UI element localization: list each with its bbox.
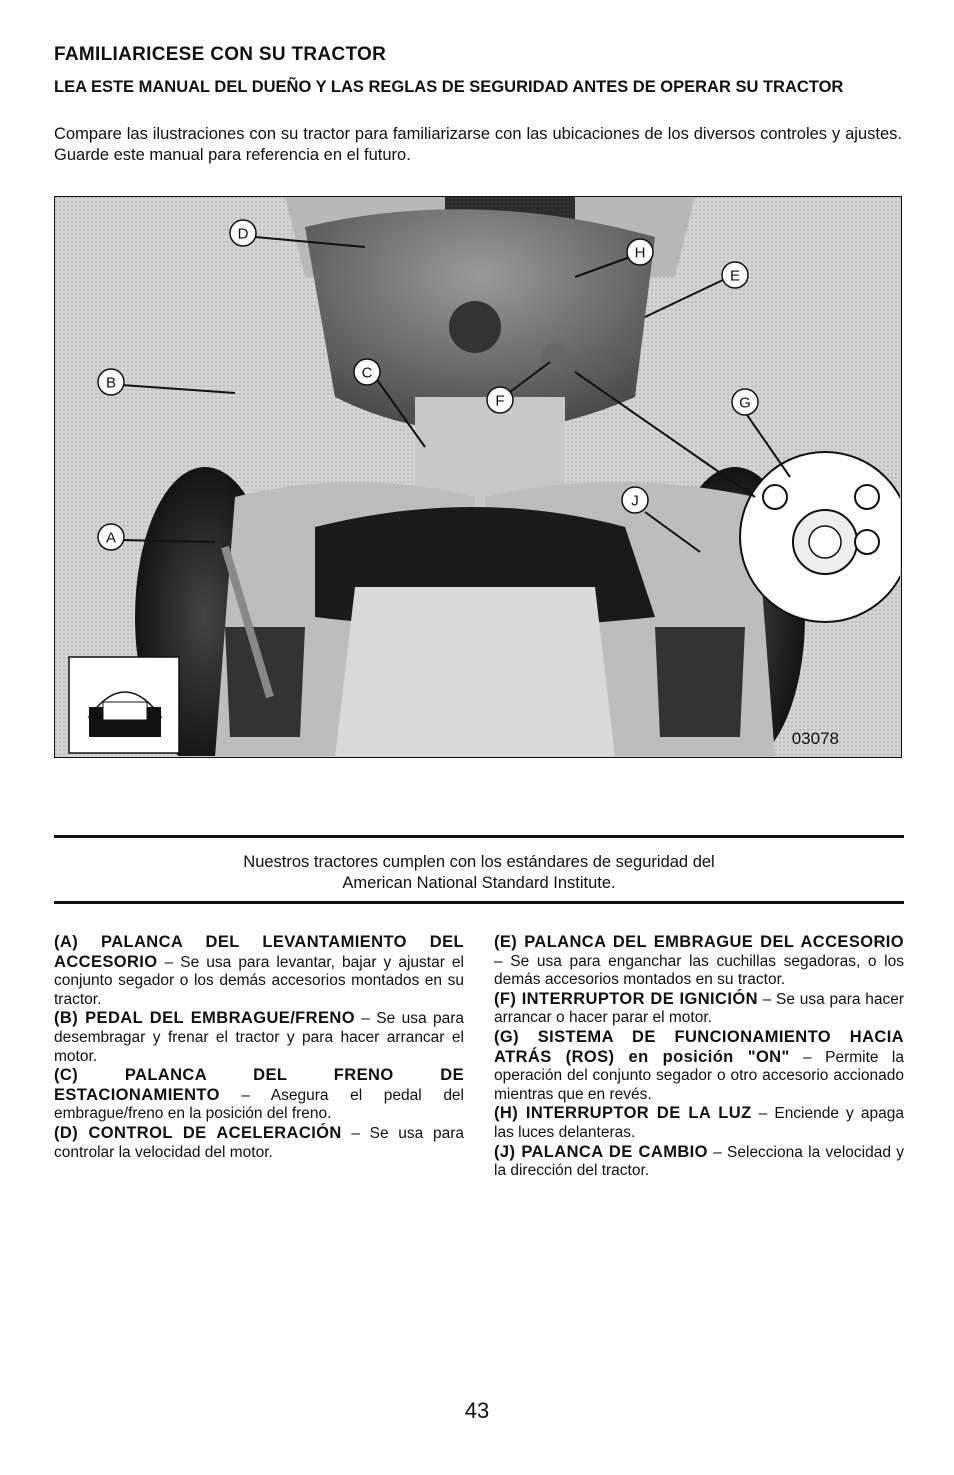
callout-h — [627, 239, 653, 265]
intro-paragraph: Compare las ilustraciones con su tractor para familiarizarse con las ubicaciones de los diversos controles y ajustes. Guarde este manual para referencia en el futuro. — [54, 125, 902, 164]
page-subtitle: LEA ESTE MANUAL DEL DUEÑO Y LAS REGLAS DE SEGURIDAD ANTES DE OPERAR SU TRACTOR — [54, 78, 844, 96]
callout-j — [622, 487, 648, 513]
callout-f — [487, 387, 513, 413]
svg-text:A: A — [105, 529, 117, 547]
control-entry-a: (A) PALANCA DEL LEVANTAMIENTO DEL ACCESORIO – Se usa para levantar, bajar y ajustar el conjunto segador o los demás accesorios montados en su tractor. — [54, 933, 464, 1008]
figure-number: 03078 — [791, 729, 839, 748]
svg-text:D: D — [237, 225, 249, 243]
page-number: 43 — [464, 1398, 490, 1423]
standards-line-2: American National Standard Institute. — [342, 874, 616, 892]
standards-line-1: Nuestros tractores cumplen con los estándares de seguridad del — [243, 853, 715, 871]
standards-note — [54, 852, 904, 894]
control-entry-f: (F) INTERRUPTOR DE IGNICIÓN – Se usa para hacer arrancar o hacer parar el motor. — [494, 989, 905, 1027]
callout-a — [98, 524, 124, 550]
tractor-controls-illustration — [54, 196, 902, 758]
svg-text:J: J — [631, 492, 639, 510]
controls-list-left — [54, 933, 464, 1162]
divider-bottom — [54, 901, 904, 904]
callout-g — [732, 389, 758, 415]
svg-text:C: C — [361, 364, 373, 382]
control-entry-c: (C) PALANCA DEL FRENO DE ESTACIONAMIENTO – Asegura el pedal del embrague/freno en la posición del freno. — [54, 1066, 464, 1123]
divider-top — [54, 835, 904, 838]
svg-text:H: H — [634, 244, 646, 262]
page-title: FAMILIARICESE CON SU TRACTOR — [54, 44, 387, 65]
svg-text:F: F — [495, 392, 505, 410]
control-entry-b: (B) PEDAL DEL EMBRAGUE/FRENO – Se usa para desembragar y frenar el tractor y para hacer arrancar el motor. — [54, 1009, 464, 1065]
callout-e — [722, 262, 748, 288]
control-entry-g: (G) SISTEMA DE FUNCIONAMIENTO HACIA ATRÁS (ROS) en posición "ON" – Permite la operación del conjunto segador o otro accesorio accionado mientras que en revés. — [494, 1027, 904, 1103]
controls-list-right — [494, 933, 904, 1181]
svg-text:E: E — [729, 267, 741, 285]
tractor-drawing — [55, 197, 900, 756]
seat-pan — [335, 587, 615, 756]
svg-text:G: G — [739, 394, 751, 412]
callout-d — [230, 220, 256, 246]
control-entry-h: (H) INTERRUPTOR DE LA LUZ – Enciende y apaga las luces delanteras. — [494, 1104, 904, 1141]
svg-text:B: B — [105, 374, 117, 392]
callout-c — [354, 359, 380, 385]
callout-b — [98, 369, 124, 395]
control-entry-d: (D) CONTROL DE ACELERACIÓN – Se usa para controlar la velocidad del motor. — [54, 1123, 464, 1161]
control-entry-j: (J) PALANCA DE CAMBIO – Selecciona la velocidad y la dirección del tractor. — [494, 1142, 904, 1180]
control-entry-e: (E) PALANCA DEL EMBRAGUE DEL ACCESORIO – Se usa para enganchar las cuchillas segadoras, o los demás accesorios montados en su tractor. — [494, 933, 904, 989]
